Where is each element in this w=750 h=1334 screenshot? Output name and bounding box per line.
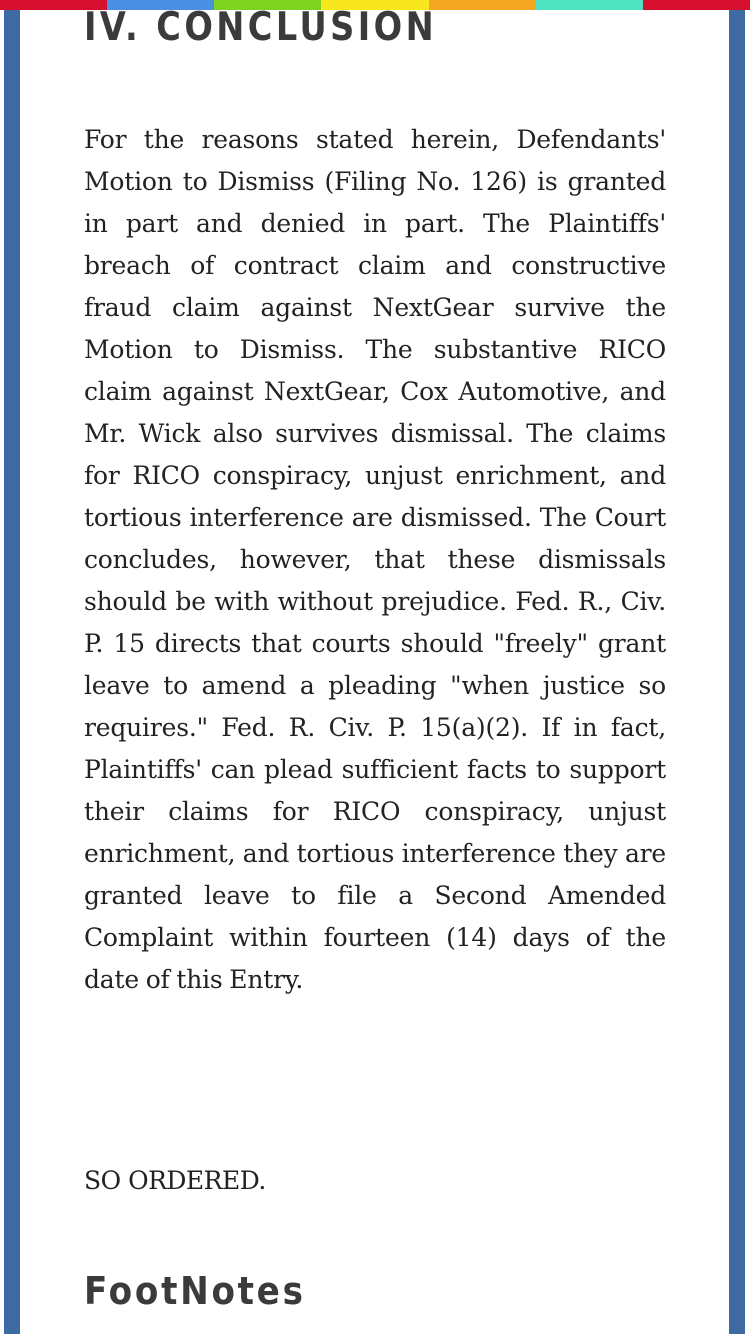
rainbow-segment: [643, 0, 750, 10]
section-heading: IV. CONCLUSION: [84, 5, 438, 50]
conclusion-paragraph: For the reasons stated herein, Defendants' Motion to Dismiss (Filing No. 126) is granted in part and denied in part. The Plaintiffs' breach of contract claim and constructive fraud claim against NextGear survive the Motion to Dismiss. The substantive RICO claim against NextGear, Cox Automotive, and Mr. Wick also survives dismissal. The claims for RICO conspiracy, unjust enrichment, and tortious interference are dismissed. The Court concludes, however, that these dismissals should be with without prejudice. Fed. R., Civ. P. 15 directs that courts should "freely" grant leave to amend a pleading "when justice so requires." Fed. R. Civ. P. 15(a)(2). If in fact, Plaintiffs' can plead sufficient facts to support their claims for RICO conspiracy, unjust enrichment, and tortious interference they are granted leave to file a Second Amended Complaint within fourteen (14) days of the date of this Entry.: [84, 125, 666, 994]
page-frame-left: [4, 0, 20, 1334]
page-frame-right: [729, 0, 745, 1334]
so-ordered-text: SO ORDERED.: [84, 1166, 266, 1195]
rainbow-segment: [429, 0, 536, 10]
rainbow-segment: [536, 0, 643, 10]
footnotes-heading: FootNotes: [84, 1269, 306, 1313]
